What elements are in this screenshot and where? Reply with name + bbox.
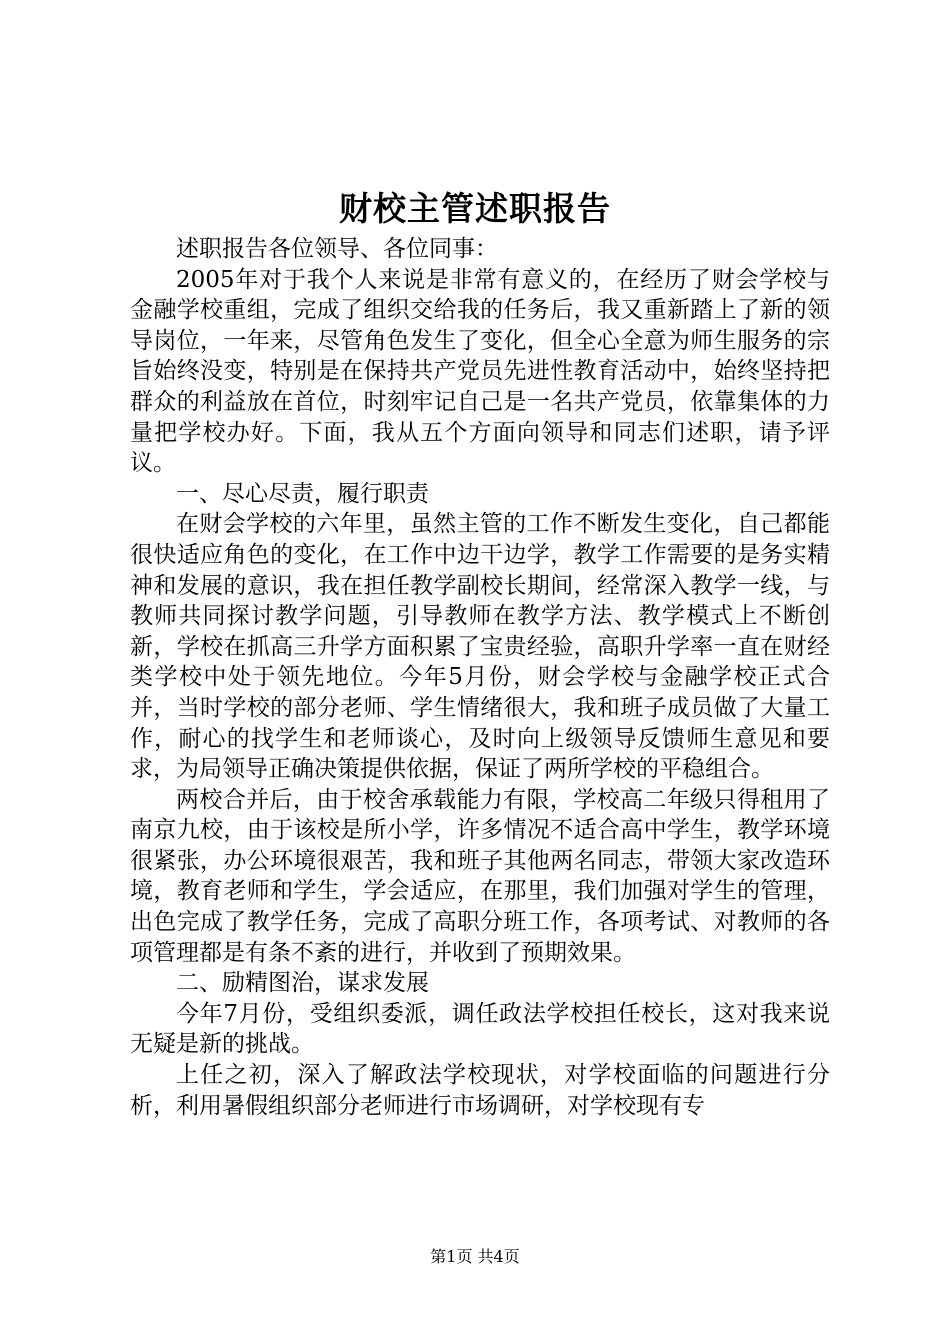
document-title: 财校主管述职报告: [339, 189, 611, 228]
document-body: [130, 234, 830, 1121]
paragraph-intro: 2005年对于我个人来说是非常有意义的，在经历了财会学校与金融学校重组，完成了组织交给我的任务后，我又重新踏上了新的领导岗位，一年来，尽管角色发生了变化，但全心全意为师生服务的宗旨始终没变，特别是在保持共产党员先进性教育活动中，始终坚持把群众的利益放在首位，时刻牢记自己是一名共产党员，依靠集体的力量把学校办好。下面，我从五个方面向领导和同志们述职，请予评议。: [130, 266, 830, 477]
page-number: 第1页 共4页: [430, 1247, 520, 1266]
section-heading-2: 二、励精图治，谋求发展: [176, 970, 429, 997]
paragraph-section-1a: 在财会学校的六年里，虽然主管的工作不断发生变化，自己都能很快适应角色的变化，在工作中边干边学，教学工作需要的是务实精神和发展的意识，我在担任教学副校长期间，经常深入教学一线，与教师共同探讨教学问题，引导教师在教学方法、教学模式上不断创新，学校在抓高三升学方面积累了宝贵经验，高职升学率一直在财经类学校中处于领先地位。今年5月份，财会学校与金融学校正式合并，当时学校的部分老师、学生情绪很大，我和班子成员做了大量工作，耐心的找学生和老师谈心，及时向上级领导反馈师生意见和要求，为局领导正确决策提供依据，保证了两所学校的平稳组合。: [130, 511, 830, 783]
paragraph-section-2b: 上任之初，深入了解政法学校现状，对学校面临的问题进行分析，利用暑假组织部分老师进行市场调研，对学校现有专: [130, 1062, 830, 1119]
section-heading-1: 一、尽心尽责，履行职责: [176, 480, 429, 507]
paragraph-salutation: 述职报告各位领导、各位同事：: [176, 236, 498, 262]
paragraph-section-2a: 今年7月份，受组织委派，调任政法学校担任校长，这对我来说无疑是新的挑战。: [130, 1000, 830, 1058]
paragraph-section-1b: 两校合并后，由于校舍承载能力有限，学校高二年级只得租用了南京九校，由于该校是所小学，许多情况不适合高中学生，教学环境很紧张，办公环境很艰苦，我和班子其他两名同志，带领大家改造环境，教育老师和学生，学会适应，在那里，我们加强对学生的管理，出色完成了教学任务，完成了高职分班工作，各项考试、对教师的各项管理都是有条不紊的进行，并收到了预期效果。: [130, 786, 830, 966]
